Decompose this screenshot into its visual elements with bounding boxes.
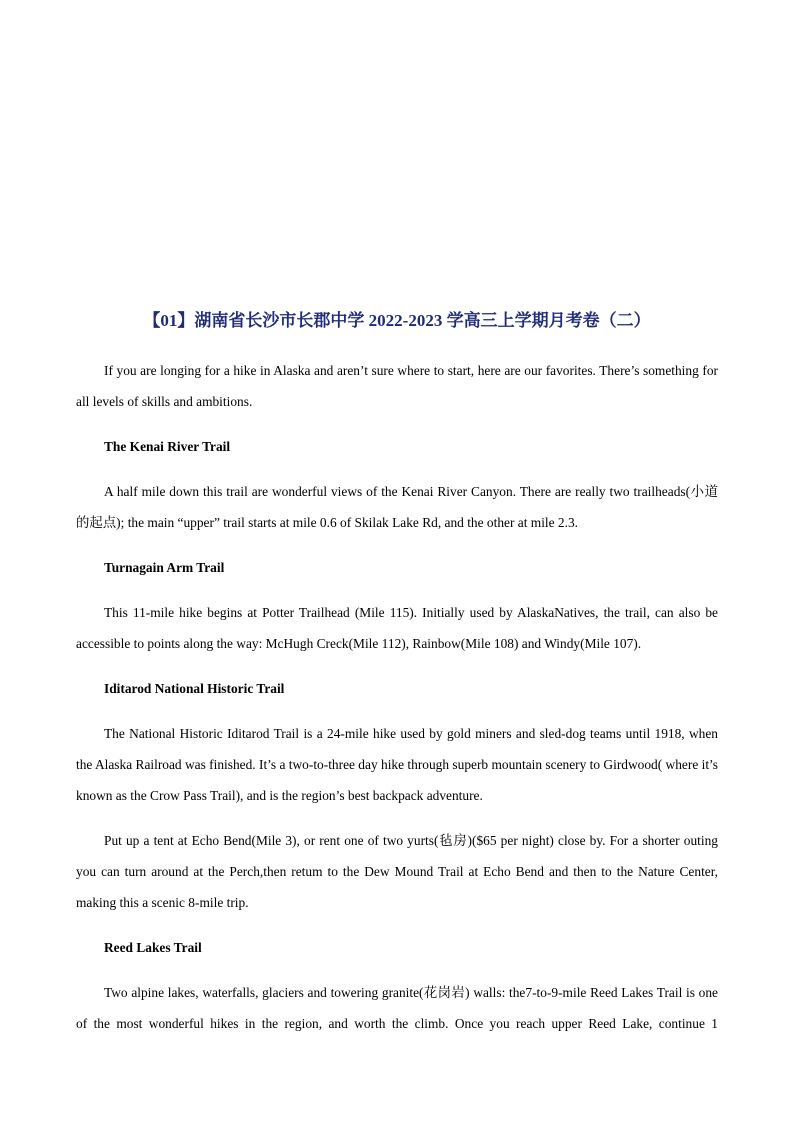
section-paragraph-iditarod-1: The National Historic Iditarod Trail is a 24-mile hike used by gold miners and sled-dog teams until 1918, when the Alaska Railroad was finished. It’s a two-to-three day hike through superb mountain scenery to Girdwood( where it’s known as the Crow Pass Trail), and is the region’s best backpack adventure. (76, 726, 718, 803)
page-title: 【01】湖南省长沙市长郡中学 2022-2023 学高三上学期月考卷（二） (143, 311, 651, 330)
intro-paragraph: If you are longing for a hike in Alaska and aren’t sure where to start, here are our favorites. There’s something for all levels of skills and ambitions. (76, 363, 718, 409)
section-heading-iditarod: Iditarod National Historic Trail (104, 681, 285, 696)
section-paragraph-kenai: A half mile down this trail are wonderful views of the Kenai River Canyon. There are really two trailheads(小道的起点); the main “upper” trail starts at mile 0.6 of Skilak Lake Rd, and the other at mile 2.3. (76, 484, 718, 530)
section-heading-kenai: The Kenai River Trail (104, 439, 231, 454)
section-paragraph-reed-lakes: Two alpine lakes, waterfalls, glaciers and towering granite(花岗岩) walls: the7-to-9-mile Reed Lakes Trail is one of the most wonderful hikes in the region, and worth the climb. Once you reach upper Reed Lake, continue 1 (76, 985, 718, 1031)
section-paragraph-iditarod-2: Put up a tent at Echo Bend(Mile 3), or rent one of two yurts(毡房)($65 per night) close by. For a shorter outing you can turn around at the Perch,then retum to the Dew Mound Trail at Echo Bend and then to the Nature Center, making this a scenic 8-mile trip. (76, 833, 718, 910)
article-body (76, 355, 718, 1053)
section-heading-reed-lakes: Reed Lakes Trail (104, 940, 202, 955)
section-heading-turnagain: Turnagain Arm Trail (104, 560, 225, 575)
section-paragraph-turnagain: This 11-mile hike begins at Potter Trailhead (Mile 115). Initially used by AlaskaNatives, the trail, can also be accessible to points along the way: McHugh Creck(Mile 112), Rainbow(Mile 108) and Windy(Mile 107). (76, 605, 718, 651)
